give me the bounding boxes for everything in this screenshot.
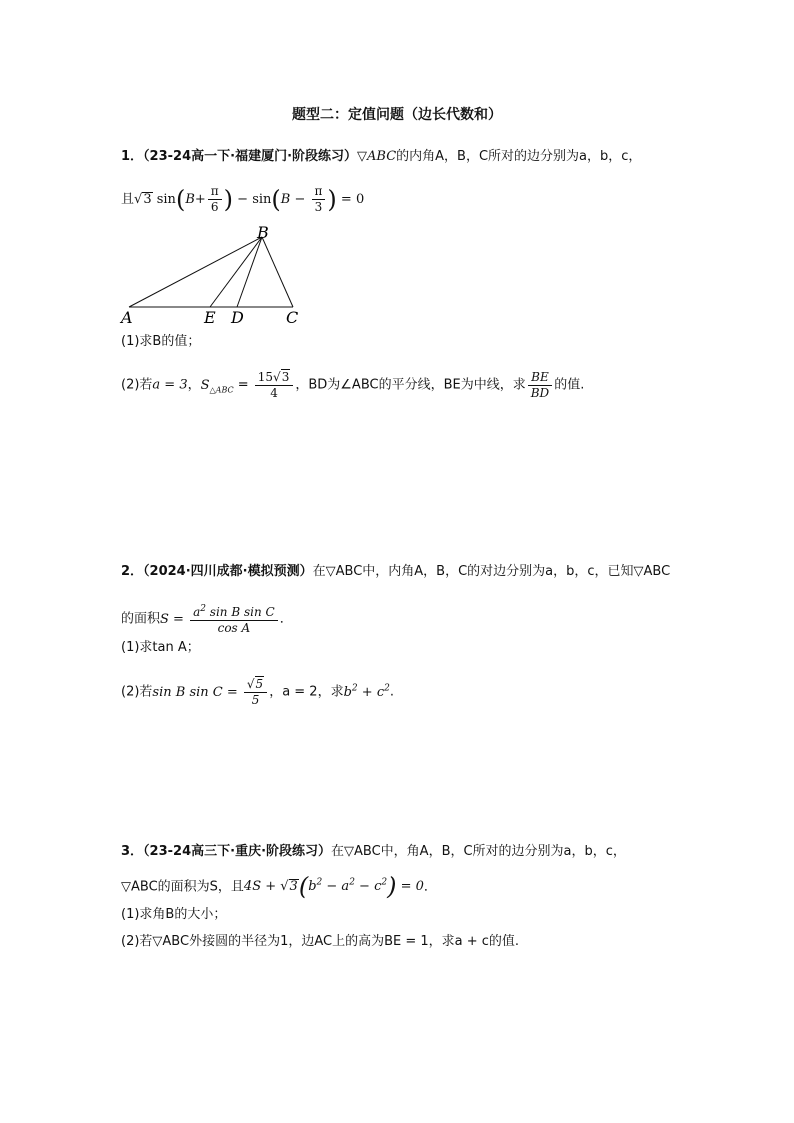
q2-number: 2． <box>121 564 144 579</box>
q1-area-fraction: $\frac{15√3}{4}$ <box>255 369 294 401</box>
q1-line1 <box>121 147 641 167</box>
q2-sine-condition: sin B sin C = $\frac{√5}{5}$ <box>152 685 269 700</box>
q1-triangle: ▽ABC <box>357 149 397 164</box>
q2-line1 <box>121 562 670 582</box>
q1-part2-a-value: a = 3 <box>152 377 188 393</box>
q3-line1 <box>121 842 626 862</box>
side-ab <box>129 237 262 307</box>
q3-part2: (2)若▽ABC外接圆的半径为1，边AC上的高为BE = 1，求a + c的值. <box>121 934 520 949</box>
q3-part1: (1)求角B的大小； <box>121 907 227 922</box>
q2-stem: 在▽ABC中，内角A，B，C的对边分别为a，b，c，已知▽ABC <box>312 564 671 579</box>
q2-part1: (1)求tan A； <box>121 640 200 655</box>
q2-target-expression: $b^2 + c^2$ <box>343 683 390 700</box>
q1-part2-b: ，BD为∠ABC的平分线，BE为中线，求 <box>295 377 526 393</box>
q2-source: （2024·四川成都·模拟预测） <box>143 564 313 579</box>
q1-cond-prefix: 且 <box>121 192 135 207</box>
q1-number: 1． <box>121 149 144 164</box>
q1-part1: (1)求B的值； <box>121 334 201 349</box>
q1-triangle-figure <box>110 222 330 330</box>
q2-part2-a: (2)若 <box>121 684 153 700</box>
q3-stem: 在▽ABC中，角A，B，C所对的边分别为a，b，c， <box>331 844 626 859</box>
page-title: 题型二：定值问题（边长代数和） <box>292 107 502 123</box>
q3-line2: ▽ABC的面积为S，且$4S + √3(b^2 - a^2 - c^2) = 0$． <box>121 872 437 901</box>
q1-stem: 的内角A，B，C所对的边分别为a，b，c， <box>396 149 642 164</box>
q1-part2-a: (2)若 <box>121 377 153 393</box>
q3-line2-prefix: ▽ABC的面积为S，且 <box>121 879 244 895</box>
segment-bd <box>237 237 262 307</box>
segment-be <box>210 237 262 307</box>
q2-area-prefix: 的面积 <box>121 611 161 627</box>
q2-part2-c: . <box>389 684 394 700</box>
q3-source: （23-24高三下·重庆·阶段练习） <box>143 844 332 859</box>
q2-line2: 的面积S = $\frac{a^2 \sin B \sin C}{\text{cos A}}$ ． <box>121 604 293 635</box>
q3-equation: $4S + √3(b^2 - a^2 - c^2) = 0$ <box>243 872 424 901</box>
q1-area-symbol: $S_{\triangle ABC}$ <box>200 377 234 395</box>
label-d: D <box>231 308 244 327</box>
q3-number: 3． <box>121 844 144 859</box>
q1-source: （23-24高一下·福建厦门·阶段练习） <box>143 149 358 164</box>
q1-part2-c: 的值. <box>554 377 585 393</box>
label-a: A <box>121 308 133 327</box>
label-b: B <box>257 223 269 242</box>
label-c: C <box>286 308 299 327</box>
q1-ratio-fraction: $\frac{BE}{BD}$ <box>528 370 552 401</box>
label-e: E <box>204 308 216 327</box>
q1-part2: (2)若a = 3，$S_{\triangle ABC}$ = $\frac{15√3}{4}$ ，BD为∠ABC的平分线，BE为中线，求 $\frac{BE}{BD}$ 的值. <box>121 369 585 400</box>
q2-part2-b: ，a = 2，求 <box>269 684 344 700</box>
side-bc <box>262 237 293 307</box>
q2-area-equation: S = $\frac{a^2 \sin B \sin C}{\text{cos A}}$ <box>160 612 280 627</box>
q2-part2 <box>121 676 394 708</box>
q1-equation: √3 sin(B+ $\frac{\pi}{6}$ ) − sin(B − $\frac{\pi}{3}$ ) = 0 <box>134 184 365 214</box>
q1-condition <box>121 184 364 215</box>
